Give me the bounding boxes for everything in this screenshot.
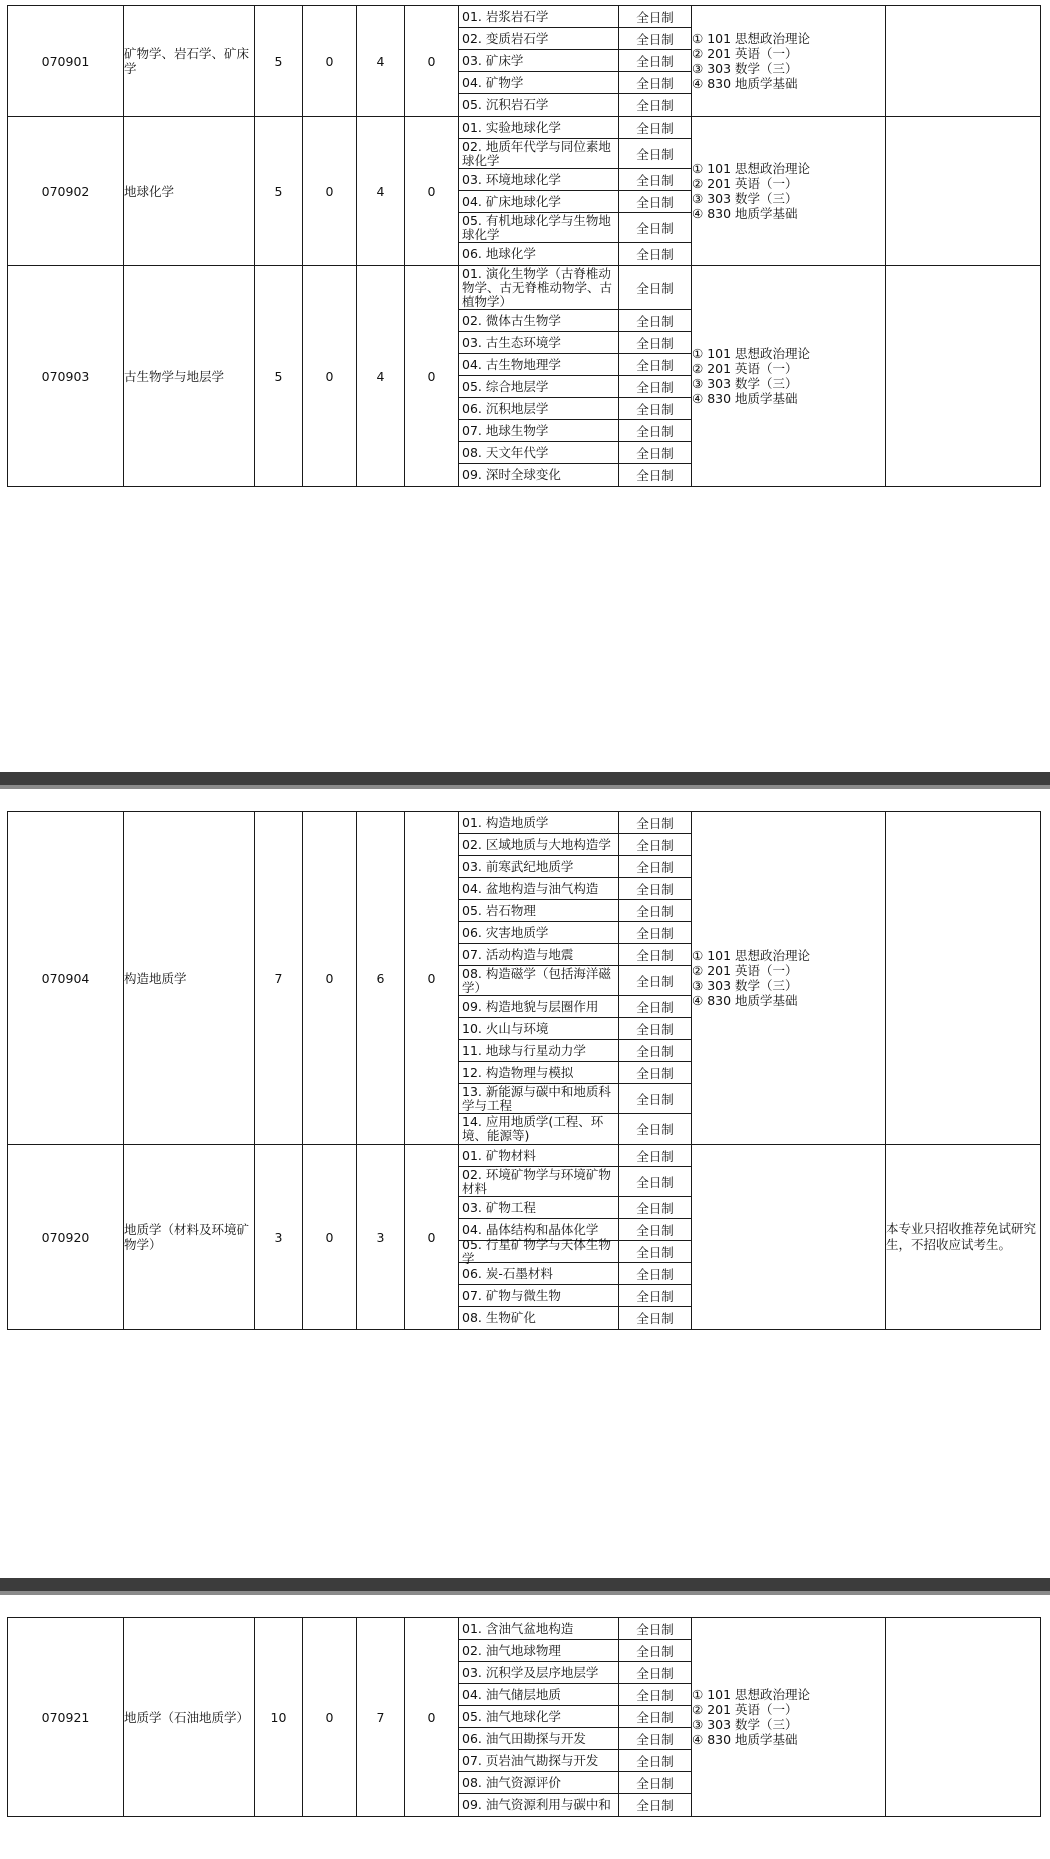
direction-name: 07. 页岩油气勘探与开发 [459, 1750, 619, 1771]
study-mode: 全日制 [636, 1244, 674, 1260]
exam-subject-line: ③ 303 数学（三） [692, 61, 798, 76]
direction-row [459, 1285, 691, 1307]
study-mode: 全日制 [636, 925, 674, 941]
direction-row [459, 1167, 691, 1197]
major-row [8, 812, 1041, 1145]
exam-subject-line: ③ 303 数学（三） [692, 191, 798, 206]
study-mode: 全日制 [636, 1731, 674, 1747]
major-table [7, 5, 1041, 487]
direction-name: 06. 油气田勘探与开发 [459, 1728, 619, 1749]
study-mode: 全日制 [636, 1288, 674, 1304]
direction-row [459, 169, 691, 191]
enroll-count-4: 0 [405, 266, 459, 487]
exam-subject-line: ② 201 英语（一） [692, 1702, 798, 1717]
direction-name: 01. 岩浆岩石学 [459, 6, 619, 27]
direction-name: 07. 矿物与微生物 [459, 1285, 619, 1306]
study-mode: 全日制 [636, 1174, 674, 1190]
direction-name: 02. 区域地质与大地构造学 [459, 834, 619, 855]
direction-row [459, 996, 691, 1018]
enroll-count-2: 0 [303, 1145, 357, 1330]
major-row [8, 6, 1041, 117]
study-mode: 全日制 [636, 1065, 674, 1081]
exam-subject-line: ① 101 思想政治理论 [692, 31, 811, 46]
direction-name: 08. 油气资源评价 [459, 1772, 619, 1793]
study-mode: 全日制 [636, 973, 674, 989]
major-table [7, 811, 1041, 1330]
page-block-1 [7, 5, 1040, 487]
exam-subject-line: ④ 830 地质学基础 [692, 206, 798, 221]
direction-row [459, 1618, 691, 1640]
exam-subject-line: ① 101 思想政治理论 [692, 161, 811, 176]
study-mode: 全日制 [636, 1021, 674, 1037]
page-block-2 [7, 811, 1040, 1330]
direction-name: 02. 微体古生物学 [459, 310, 619, 331]
enroll-count-1: 5 [255, 117, 303, 266]
major-code: 070904 [8, 812, 124, 1145]
study-mode: 全日制 [636, 379, 674, 395]
major-table [7, 1617, 1041, 1817]
study-mode: 全日制 [636, 1665, 674, 1681]
study-mode: 全日制 [636, 423, 674, 439]
direction-row [459, 834, 691, 856]
exam-subject-line: ③ 303 数学（三） [692, 978, 798, 993]
direction-name: 02. 变质岩石学 [459, 28, 619, 49]
direction-row [459, 944, 691, 966]
direction-name: 12. 构造物理与模拟 [459, 1062, 619, 1083]
direction-name: 01. 构造地质学 [459, 812, 619, 833]
direction-row [459, 213, 691, 243]
direction-name: 05. 岩石物理 [459, 900, 619, 921]
exam-subject-line: ② 201 英语（一） [692, 46, 798, 61]
direction-name: 06. 地球化学 [459, 243, 619, 265]
direction-row [459, 1794, 691, 1816]
exam-subject-line: ② 201 英语（一） [692, 963, 798, 978]
enroll-count-4: 0 [405, 6, 459, 117]
direction-row [459, 1145, 691, 1167]
direction-name: 01. 实验地球化学 [459, 117, 619, 138]
study-mode: 全日制 [636, 172, 674, 188]
major-name: 地质学（石油地质学） [124, 1618, 255, 1817]
study-mode: 全日制 [636, 1709, 674, 1725]
study-mode: 全日制 [636, 837, 674, 853]
study-mode: 全日制 [636, 1753, 674, 1769]
direction-name: 06. 炭-石墨材料 [459, 1263, 619, 1284]
direction-row [459, 94, 691, 116]
major-row [8, 1618, 1041, 1817]
study-mode: 全日制 [636, 401, 674, 417]
enroll-count-2: 0 [303, 1618, 357, 1817]
remark [886, 1618, 1041, 1817]
major-name: 地球化学 [124, 117, 255, 266]
direction-name: 03. 沉积学及层序地层学 [459, 1662, 619, 1683]
direction-cell [459, 812, 692, 1145]
enroll-count-2: 0 [303, 266, 357, 487]
direction-row [459, 1236, 691, 1266]
direction-row [459, 6, 691, 28]
direction-row [459, 376, 691, 398]
study-mode: 全日制 [636, 194, 674, 210]
direction-row [459, 1040, 691, 1062]
direction-row [459, 243, 691, 265]
exam-subject-line: ④ 830 地质学基础 [692, 993, 798, 1008]
direction-row [459, 1197, 691, 1219]
direction-name: 09. 油气资源利用与碳中和 [459, 1794, 619, 1816]
study-mode: 全日制 [636, 31, 674, 47]
study-mode: 全日制 [636, 1643, 674, 1659]
study-mode: 全日制 [636, 468, 674, 483]
study-mode: 全日制 [636, 1798, 674, 1813]
study-mode: 全日制 [636, 98, 674, 113]
direction-name: 08. 天文年代学 [459, 442, 619, 463]
enroll-count-4: 0 [405, 812, 459, 1145]
remark [886, 266, 1041, 487]
direction-row [459, 1706, 691, 1728]
enroll-count-2: 0 [303, 117, 357, 266]
direction-list [459, 1145, 691, 1329]
direction-name: 06. 沉积地层学 [459, 398, 619, 419]
major-row [8, 266, 1041, 487]
page-separator-shadow [0, 785, 1050, 789]
direction-name: 02. 油气地球物理 [459, 1640, 619, 1661]
enroll-count-1: 5 [255, 266, 303, 487]
direction-cell [459, 6, 692, 117]
enroll-count-1: 5 [255, 6, 303, 117]
page-separator [0, 772, 1050, 785]
direction-row [459, 966, 691, 996]
exam-subject-line: ④ 830 地质学基础 [692, 391, 798, 406]
major-code: 070902 [8, 117, 124, 266]
direction-list [459, 266, 691, 486]
exam-subject-line: ① 101 思想政治理论 [692, 346, 811, 361]
direction-name: 01. 含油气盆地构造 [459, 1618, 619, 1639]
enroll-count-4: 0 [405, 1145, 459, 1330]
direction-name: 09. 构造地貌与层圈作用 [459, 996, 619, 1017]
study-mode: 全日制 [636, 1200, 674, 1216]
direction-name: 01. 演化生物学（古脊椎动物学、古无脊椎动物学、古植物学） [459, 266, 619, 309]
remark [886, 6, 1041, 117]
direction-cell [459, 1618, 692, 1817]
direction-name: 03. 古生态环境学 [459, 332, 619, 353]
exam-subjects [692, 117, 886, 266]
study-mode: 全日制 [636, 313, 674, 329]
direction-name: 05. 油气地球化学 [459, 1706, 619, 1727]
remark: 本专业只招收推荐免试研究生，不招收应试考生。 [886, 1145, 1041, 1330]
direction-row [459, 117, 691, 139]
study-mode: 全日制 [636, 1091, 674, 1107]
direction-name: 04. 矿物学 [459, 72, 619, 93]
exam-subjects [692, 812, 886, 1145]
exam-subject-line: ③ 303 数学（三） [692, 1717, 798, 1732]
major-name: 矿物学、岩石学、矿床学 [124, 6, 255, 117]
exam-subjects [692, 6, 886, 117]
study-mode: 全日制 [636, 903, 674, 919]
study-mode: 全日制 [636, 53, 674, 69]
direction-row [459, 50, 691, 72]
study-mode: 全日制 [636, 1043, 674, 1059]
direction-row [459, 1263, 691, 1285]
direction-row [459, 878, 691, 900]
enroll-count-3: 6 [357, 812, 405, 1145]
study-mode: 全日制 [636, 1222, 674, 1238]
direction-row [459, 1640, 691, 1662]
direction-cell [459, 266, 692, 487]
enroll-count-2: 0 [303, 6, 357, 117]
direction-row [459, 464, 691, 486]
exam-subject-line: ② 201 英语（一） [692, 176, 798, 191]
exam-subject-line: ① 101 思想政治理论 [692, 1687, 811, 1702]
direction-row [459, 900, 691, 922]
study-mode: 全日制 [636, 220, 674, 236]
direction-row [459, 354, 691, 376]
direction-name: 03. 环境地球化学 [459, 169, 619, 190]
enroll-count-3: 4 [357, 266, 405, 487]
direction-name: 02. 环境矿物学与环境矿物材料 [459, 1167, 619, 1196]
direction-list [459, 117, 691, 265]
major-code: 070901 [8, 6, 124, 117]
page-separator [0, 1578, 1050, 1591]
enroll-count-4: 0 [405, 117, 459, 266]
study-mode: 全日制 [636, 1311, 674, 1326]
direction-row [459, 266, 691, 310]
study-mode: 全日制 [636, 335, 674, 351]
exam-subjects [692, 1145, 886, 1330]
direction-name: 06. 灾害地质学 [459, 922, 619, 943]
study-mode: 全日制 [636, 947, 674, 963]
major-code: 070921 [8, 1618, 124, 1817]
study-mode: 全日制 [636, 999, 674, 1015]
study-mode: 全日制 [636, 146, 674, 162]
direction-name: 01. 矿物材料 [459, 1145, 619, 1166]
direction-row [459, 1084, 691, 1114]
direction-row [459, 1750, 691, 1772]
direction-list [459, 812, 691, 1144]
direction-row [459, 1684, 691, 1706]
study-mode: 全日制 [636, 75, 674, 91]
major-code: 070903 [8, 266, 124, 487]
enroll-count-3: 3 [357, 1145, 405, 1330]
direction-row [459, 398, 691, 420]
direction-row [459, 1772, 691, 1794]
direction-row [459, 922, 691, 944]
major-row [8, 1145, 1041, 1330]
study-mode: 全日制 [636, 1687, 674, 1703]
exam-subject-line: ② 201 英语（一） [692, 361, 798, 376]
direction-name: 03. 矿物工程 [459, 1197, 619, 1218]
enroll-count-1: 3 [255, 1145, 303, 1330]
direction-row [459, 72, 691, 94]
direction-name: 10. 火山与环境 [459, 1018, 619, 1039]
enroll-count-3: 4 [357, 117, 405, 266]
page-separator-shadow [0, 1591, 1050, 1595]
direction-name: 05. 行星矿物学与天体生物学 [459, 1241, 619, 1262]
direction-row [459, 28, 691, 50]
exam-subjects [692, 1618, 886, 1817]
remark [886, 812, 1041, 1145]
study-mode: 全日制 [636, 881, 674, 897]
exam-subject-line: ③ 303 数学（三） [692, 376, 798, 391]
direction-row [459, 1307, 691, 1329]
enroll-count-3: 4 [357, 6, 405, 117]
direction-name: 13. 新能源与碳中和地质科学与工程 [459, 1084, 619, 1113]
direction-name: 03. 前寒武纪地质学 [459, 856, 619, 877]
direction-row [459, 1662, 691, 1684]
study-mode: 全日制 [636, 1122, 674, 1137]
direction-row [459, 1728, 691, 1750]
study-mode: 全日制 [636, 247, 674, 262]
direction-name: 14. 应用地质学(工程、环境、能源等) [459, 1114, 619, 1144]
direction-name: 07. 活动构造与地震 [459, 944, 619, 965]
direction-row [459, 310, 691, 332]
direction-row [459, 1062, 691, 1084]
enroll-count-4: 0 [405, 1618, 459, 1817]
major-code: 070920 [8, 1145, 124, 1330]
direction-row [459, 139, 691, 169]
direction-cell [459, 1145, 692, 1330]
direction-name: 02. 地质年代学与同位素地球化学 [459, 139, 619, 168]
direction-name: 04. 晶体结构和晶体化学 [459, 1219, 619, 1240]
direction-row [459, 442, 691, 464]
direction-name: 05. 沉积岩石学 [459, 94, 619, 116]
direction-row [459, 1114, 691, 1144]
exam-subject-line: ④ 830 地质学基础 [692, 1732, 798, 1747]
enroll-count-3: 7 [357, 1618, 405, 1817]
remark [886, 117, 1041, 266]
enroll-count-2: 0 [303, 812, 357, 1145]
study-mode: 全日制 [636, 357, 674, 373]
direction-name: 09. 深时全球变化 [459, 464, 619, 486]
direction-list [459, 1618, 691, 1816]
direction-name: 08. 构造磁学（包括海洋磁学） [459, 966, 619, 995]
study-mode: 全日制 [636, 280, 674, 296]
exam-subject-line: ① 101 思想政治理论 [692, 948, 811, 963]
direction-row [459, 191, 691, 213]
direction-name: 11. 地球与行星动力学 [459, 1040, 619, 1061]
major-row [8, 117, 1041, 266]
direction-row [459, 420, 691, 442]
page-block-3 [7, 1617, 1040, 1817]
direction-row [459, 1018, 691, 1040]
direction-row [459, 332, 691, 354]
direction-name: 07. 地球生物学 [459, 420, 619, 441]
exam-subject-line: ④ 830 地质学基础 [692, 76, 798, 91]
major-name: 构造地质学 [124, 812, 255, 1145]
study-mode: 全日制 [636, 815, 674, 831]
direction-name: 05. 综合地层学 [459, 376, 619, 397]
study-mode: 全日制 [636, 445, 674, 461]
direction-list [459, 6, 691, 116]
major-name: 地质学（材料及环境矿物学） [124, 1145, 255, 1330]
direction-name: 04. 油气储层地质 [459, 1684, 619, 1705]
direction-row [459, 812, 691, 834]
study-mode: 全日制 [636, 9, 674, 25]
study-mode: 全日制 [636, 1148, 674, 1164]
direction-row [459, 856, 691, 878]
direction-name: 04. 盆地构造与油气构造 [459, 878, 619, 899]
study-mode: 全日制 [636, 1775, 674, 1791]
direction-cell [459, 117, 692, 266]
study-mode: 全日制 [636, 859, 674, 875]
study-mode: 全日制 [636, 1621, 674, 1637]
direction-name: 03. 矿床学 [459, 50, 619, 71]
direction-name: 04. 矿床地球化学 [459, 191, 619, 212]
enroll-count-1: 10 [255, 1618, 303, 1817]
study-mode: 全日制 [636, 1266, 674, 1282]
enroll-count-1: 7 [255, 812, 303, 1145]
exam-subjects [692, 266, 886, 487]
study-mode: 全日制 [636, 120, 674, 136]
direction-name: 05. 有机地球化学与生物地球化学 [459, 213, 619, 242]
direction-name: 08. 生物矿化 [459, 1307, 619, 1329]
major-name: 古生物学与地层学 [124, 266, 255, 487]
direction-name: 04. 古生物地理学 [459, 354, 619, 375]
